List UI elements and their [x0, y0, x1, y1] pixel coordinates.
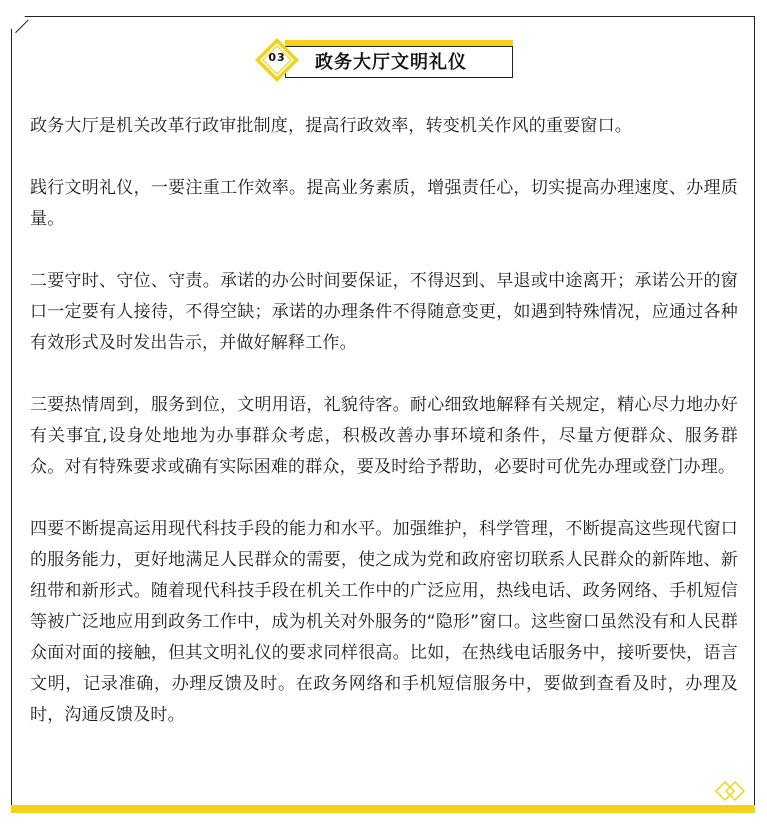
section-title: 政务大厅文明礼仪 [315, 52, 467, 73]
double-diamond-icon [714, 780, 748, 802]
paragraph-efficiency: 践行文明礼仪，一要注重工作效率。提高业务素质，增强责任心，切实提高办理速度、办理质量。 [30, 178, 738, 229]
section-number: 03 [268, 51, 286, 64]
corner-decoration [714, 780, 748, 802]
bottom-accent-bar [11, 805, 755, 813]
paragraph-intro: 政务大厅是机关改革行政审批制度，提高行政效率，转变机关作风的重要窗口。 [30, 116, 632, 136]
paragraph-punctuality: 二要守时、守位、守责。承诺的办公时间要保证，不得迟到、早退或中途离开；承诺公开的窗口一定要有人接待，不得空缺；承诺的办理条件不得随意变更，如遇到特殊情况，应通过各种有效形式及时发出告示，并做好解释工作。 [30, 271, 738, 353]
article-body [30, 111, 738, 762]
paragraph-technology: 四要不断提高运用现代科技手段的能力和水平。加强维护，科学管理，不断提高这些现代窗口的服务能力，更好地满足人民群众的需要，使之成为党和政府密切联系人民群众的新阵地、新纽带和新形式。随着现代科技手段在机关工作中的广泛应用，热线电话、政务网络、手机短信等被广泛地应用到政务工作中，成为机关对外服务的“隐形”窗口。这些窗口虽然没有和人民群众面对面的接触，但其文明礼仪的要求同样很高。比如，在热线电话服务中，接听要快，语言文明，记录准确，办理反馈及时。在政务网络和手机短信服务中，要做到查看及时，办理及时，沟通反馈及时。 [30, 519, 738, 725]
section-header [255, 40, 515, 84]
paragraph-courtesy: 三要热情周到，服务到位，文明用语，礼貌待客。耐心细致地解释有关规定，精心尽力地办好有关事宜,设身处地地为办事群众考虑，积极改善办事环境和条件，尽量方便群众、服务群众。对有特殊要求或确有实际困难的群众，要及时给予帮助，必要时可优先办理或登门办理。 [30, 395, 738, 477]
section-number-badge [253, 36, 301, 84]
